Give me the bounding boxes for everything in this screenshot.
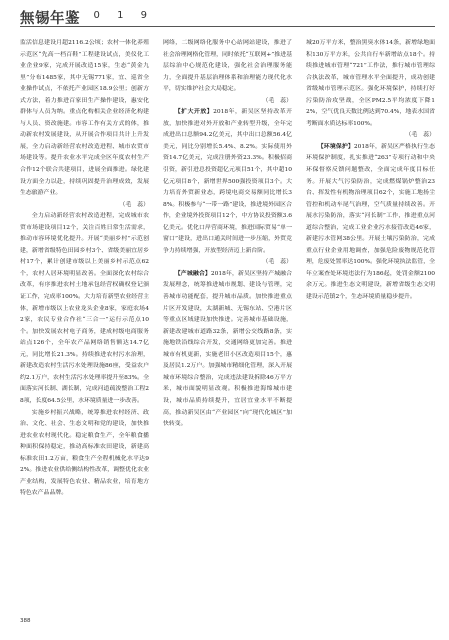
yearbook-year: 2 0 1 9 (70, 10, 154, 21)
running-header (0, 0, 449, 30)
paragraph (306, 142, 435, 304)
paragraph-text: 2018年，新吴区严格执行生态环境保护制度，扎实推进“263”专项行动和中央环保督察反馈问题整改，全面完成年度目标任务。开展大气污染防治，完成燃煤锅炉整治23台、挥发性有机物治理项目62个，实施工地扬尘管控和机动车尾气治理，空气质量持续改善。开展水污染防治，落实“河长制”工作，推进重点河道综合整治，完成工业企业污水接管改造46家，新建污水管网38公里。开展土壤污染防治，完成重点行业企业用地调查，加强危险废物规范化管理，危废处置率达100%。强化环境执法监管，全年立案查处环境违法行为186起，处罚金额2100余万元。推进生态文明建设，新增省级生态文明建设示范镇2个，生态环境质量稳步提升。 (306, 143, 435, 301)
section-heading: 【环境保护】 (317, 143, 354, 150)
paragraph-text: 实施乡村振兴战略，统筹推进农村经济、政治、文化、社会、生态文明和党的建设，加快推进农业农村现代化。稳定粮食生产，全年粮食播种面积保持稳定，推动高标准农田建设，新建高标准农田1.2万亩，粮食生产全程机械化水平达92%。推进农业供给侧结构性改革，调整优化农业产业结构，发展特色农业、精品农业，培育地方特色农产品品牌。 (20, 409, 149, 497)
paragraph (163, 107, 292, 257)
paragraph-text: 2018年，新吴区坚持改革开放，加快推进对外开放和产业转型升级，全年完成进出口总额94.2亿美元，其中出口总额56.4亿美元，同比分别增长5.4%、8.2%。实际使用外资14.7亿美元，完成注册外资23.3%。积极招商引资，新引进总投资超亿元项目51个，其中超10亿元项目8个，新增世界500强投资项目3个。大力培育外贸新业态，跨境电商交易额同比增长38%。积极参与“一带一路”建设，推进境外园区合作，企业境外投资项目12个，中方协议投资额3.6亿美元。优化口岸营商环境，推进国际贸易“单一窗口”建设，进出口通关时间进一步压缩，外贸竞争力持续增强，开放型经济迈上新台阶。 (163, 109, 292, 254)
paragraph (163, 269, 292, 431)
paragraph-text: 2018年，新吴区坚持产城融合发展理念，统筹推进城市规划、建设与管理，完善城市功能配套，提升城市品质。加快推进重点片区开发建设，太湖新城、无锡东站、空港片区等重点区域建设加快推进。完善城市基础设施，新建改建城市道路32条，新增公交线路8条，实施地铁沿线综合开发，交通网络更加完善。推进城市有机更新，实施老旧小区改造项目15个，惠及居民1.2万户。加强城市精细化管理，深入开展城市环境综合整治，完成违法建设拆除46万平方米，城市面貌明显改观。积极推进海绵城市建设，城市品质持续提升，宜居宜业水平不断提高，推动新吴区由“产业园区”向“现代化城区”加快转变。 (163, 270, 292, 428)
section-heading: 【产城融合】 (174, 270, 211, 277)
header-rule (20, 26, 435, 27)
author-credit (306, 130, 435, 142)
paragraph-continued (163, 38, 292, 96)
paragraph-continued (306, 38, 435, 130)
author-credit (20, 200, 149, 212)
paragraph (20, 211, 149, 407)
paragraph-text: 监活信息建设月超2116.2公顷；农村一体化养殖示范区“先高一档百鞋”工程建设试点，美仪化工业企业9家，完成开展改造15家，生态“黄金九里”分布1485家，其中无锡771家，宜、巡省全业操作试点，不依托产业园区18.9公里；创新方式方法，着力推进百家田生产操作建设，惠安化群体与人员为纳。重点化构相关企业经济化构建与人员、资改施建。市容工作有关方式的体，推动新农村发展建设，从开展合作项目共计上升发展，全力启动新经营农村改造进程、城市农贸市场建设等。提升农业水平完成全区年度农村生产合作12个联合共建项目，进展全面推进。绿化建设方面全力以赴，持续巩固提升治理成效，发展生态旅游产业。 (20, 40, 149, 197)
text-column-3 (306, 38, 435, 304)
page-number: 388 (20, 618, 31, 624)
text-column-1 (20, 38, 149, 500)
paragraph-text: （毛 蕊） (262, 97, 292, 104)
section-heading: 【扩大开放】 (174, 109, 214, 116)
paragraph-text: 网络，二级网络化服务中心站网站建设，推进了社会治理网格化管理，同时依托“互联网+”推进基层综治中心规范化建设，强化社会治理服务能力，全面提升基层治理体系和治理能力现代化水平，切实维护社会大局稳定。 (163, 40, 292, 93)
paragraph-continued (20, 38, 149, 200)
author-credit (163, 96, 292, 108)
paragraph-text: （毛 蕊） (262, 259, 292, 266)
paragraph-text: 城20万平方米，整治黑臭水体14条，新增绿地面积130万平方米，公共自行车新增站点18个。持续推进城市管理“721”工作法，推行城市管理综合执法改革，城市管理水平全面提升，成功创建省级城市管理示范区。强化环境保护，持续打好污染防治攻坚战，全区PM2.5平均浓度下降12%，空气优良天数比例达到70.4%，地表水国省考断面水质达标率100%。 (306, 40, 435, 127)
author-credit (163, 257, 292, 269)
paragraph-text: （毛 蕊） (405, 132, 435, 139)
text-column-2 (163, 38, 292, 431)
paragraph (20, 408, 149, 500)
yearbook-logo: 無锡年鉴 (20, 11, 80, 27)
paragraph-text: （毛 蕊） (119, 201, 149, 208)
paragraph-text: 全力启动新经营农村改造进程，完成城市农贸市场建设项目12个，关注百姓日常生活需求，推动市容环境优化提升。开展“美丽乡村”示范创建，新增省级特色田园乡村3个、省级美丽宜居乡村17个，累计创建市级以上美丽乡村示范点62个，农村人居环境明显改善。全面深化农村综合改革，有序推进农村土地承包经营权确权登记颁证工作，完成率100%。大力培育新型农业经营主体，新增市级以上农业龙头企业8家，家庭农场42家，农民专业合作社“三合一”运行示范点10个。加快发展农村电子商务，建成村级电商服务站点126个，全年农产品网络销售额达14.7亿元，同比增长21.3%。持续推进农村污水治理，新建改造农村生活污水处理设施86座，受益农户约2.1万户，农村生活污水处理率提升至83%。全面落实河长制、湖长制，完成河道疏浚整治工程28项，长度64.5公里，水环境质量进一步改善。 (20, 213, 149, 404)
